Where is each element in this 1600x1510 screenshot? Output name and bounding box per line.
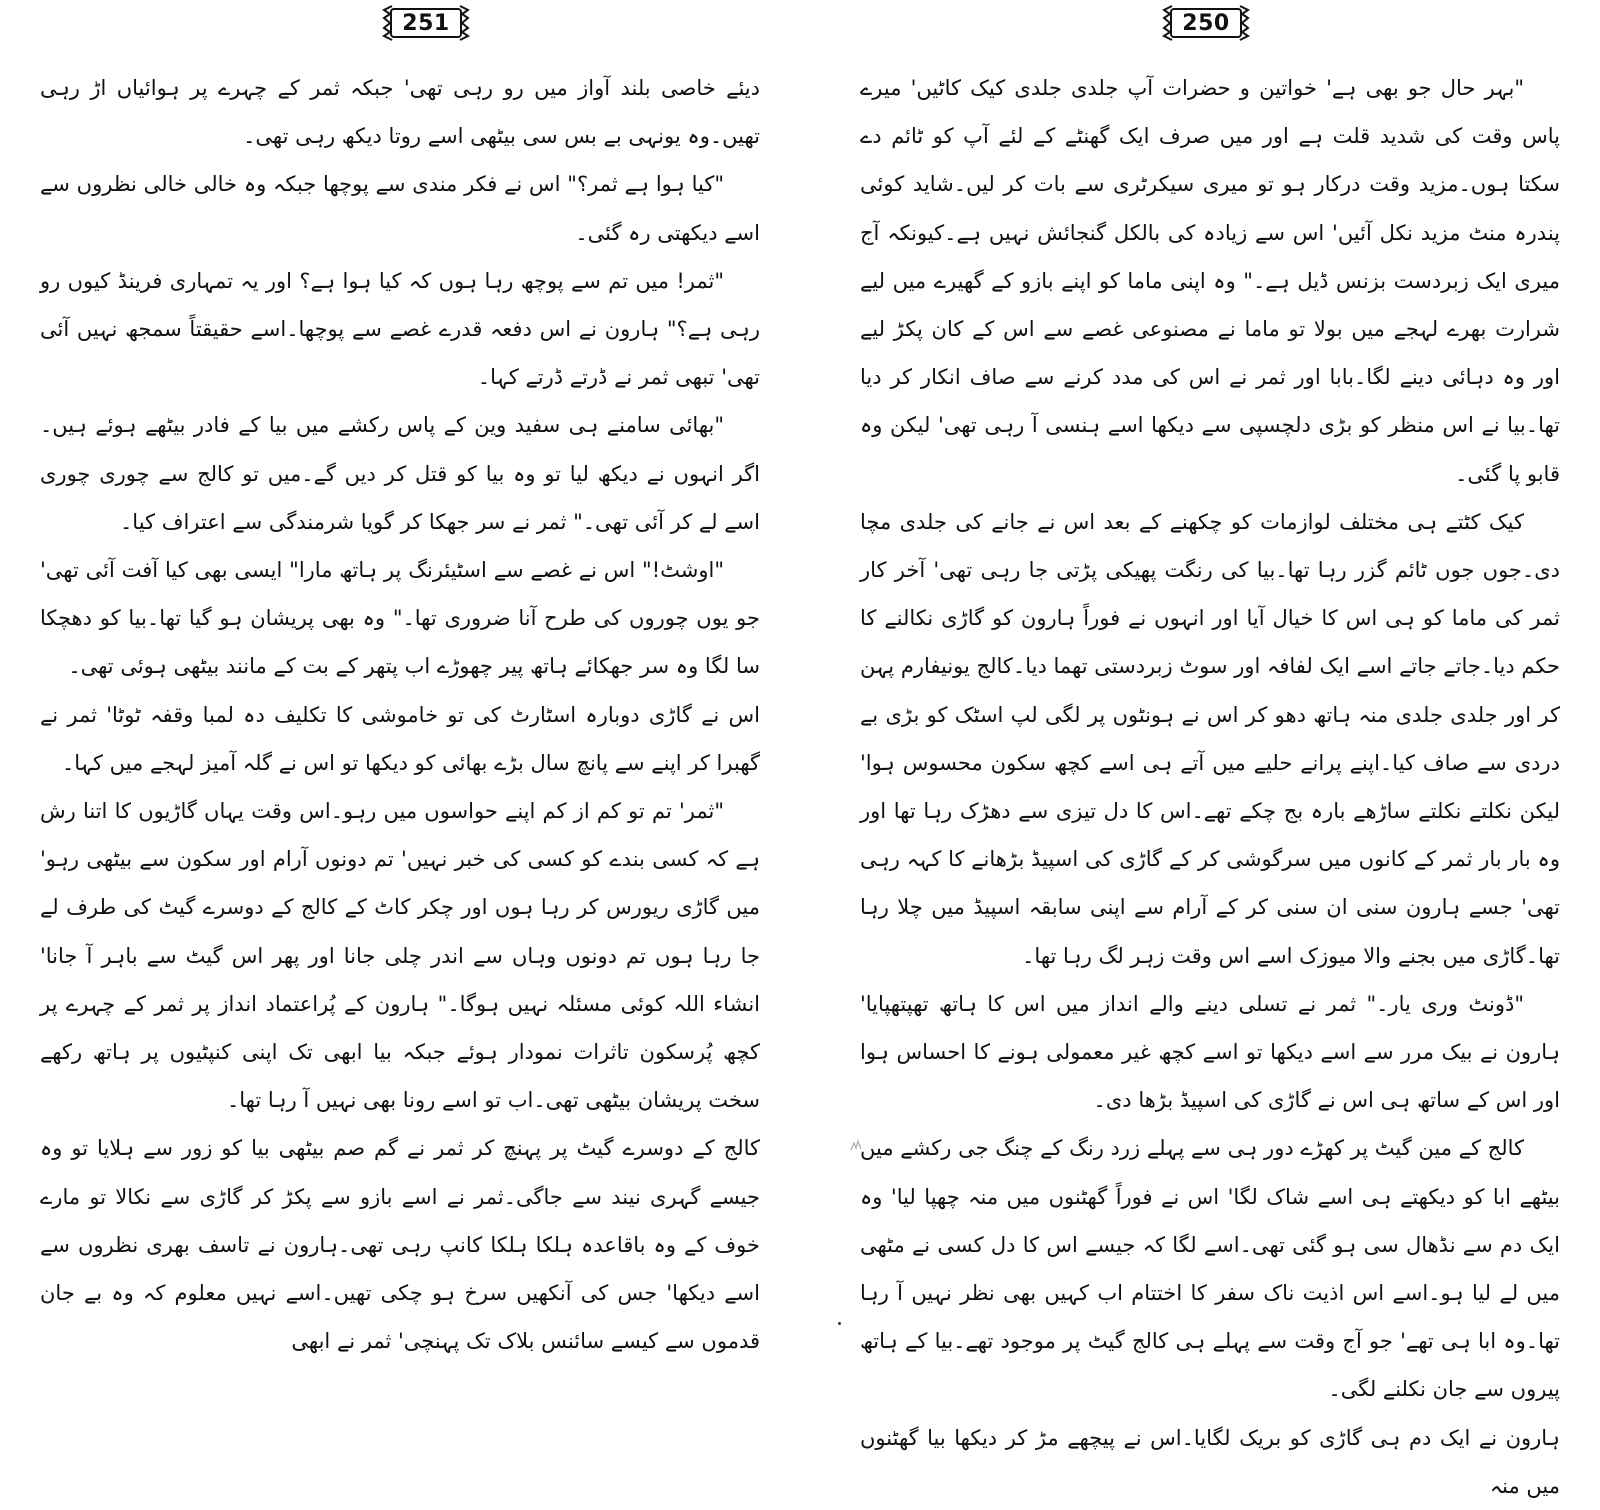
paragraph: کالج کے مین گیٹ پر کھڑے دور ہی سے پہلے زرد رنگ کے چنگ جی رکشے میں بیٹھے ابا کو دیکھتے ہی اسے شاک لگا' اس نے فوراً گھٹنوں میں منہ چھپا لیا' وہ ایک دم سے نڈھال سی ہو گئی تھی۔اسے لگا کہ جیسے اس کا دل کسی نے مٹھی میں لے لیا ہو۔اسے اس اذیت ناک سفر کا اختتام اب کہیں بھی نظر نہیں آ رہا تھا۔وہ ابا ہی تھے' جو آج وقت سے پہلے ہی کالج گیٹ پر موجود تھے۔بیا کے ہاتھ پیروں سے جان نکلنے لگی۔ [860, 1136, 1560, 1402]
badge-ornament-right-icon [1240, 6, 1252, 40]
page-number-badge [380, 4, 472, 42]
page-number: 250 [1182, 10, 1230, 36]
left-page [40, 0, 760, 1354]
paragraph: کیک کٹتے ہی مختلف لوازمات کو چکھنے کے بعد اس نے جانے کی جلدی مچا دی۔جوں جوں ٹائم گزر رہا تھا۔بیا کی رنگت پھیکی پڑتی جا رہی تھی' آخر کار ثمر کی ماما کو ہی اس کا خیال آیا اور انہوں نے فوراً ہارون کو گاڑی نکالنے کا حکم دیا۔جاتے جاتے اسے ایک لفافہ اور سوٹ زبردستی تھما دیا۔کالج یونیفارم پہن کر اور جلدی جلدی منہ ہاتھ دھو کر اس نے ہونٹوں پر لگی لپ اسٹک کو بڑی بے دردی سے صاف کیا۔اپنے پرانے حلیے میں آتے ہی اسے کچھ سکون محسوس ہوا' لیکن نکلتے نکلتے ساڑھے بارہ بج چکے تھے۔اس کا دل تیزی سے دھڑک رہا تھا اور وہ بار بار ثمر کے کانوں میں سرگوشی کر کے گاڑی کی اسپیڈ بڑھانے کا کہہ رہی تھی' جسے ہارون سنی ان سنی کر کے آرام سے اپنی سابقہ اسپیڈ میں چلا رہا تھا۔گاڑی میں بجنے والا میوزک اسے اس وقت زہر لگ رہا تھا۔ [860, 509, 1560, 968]
paragraph: "ثمر' تم تو کم از کم اپنے حواسوں میں رہو۔اس وقت یہاں گاڑیوں کا اتنا رش ہے کہ کسی بندے کو کسی کی خبر نہیں' تم دونوں آرام اور سکون سے بیٹھی رہو' میں گاڑی ریورس کر رہا ہوں اور چکر کاٹ کے کالج کے دوسرے گیٹ کی طرف لے جا رہا ہوں تم دونوں وہاں سے اندر چلی جانا اور پھر اس گیٹ سے باہر آ جانا' انشاء اللہ کوئی مسئلہ نہیں ہوگا۔" ہارون کے پُراعتماد انداز پر ثمر کے چہرے پر کچھ پُرسکون تاثرات نمودار ہوئے جبکہ بیا ابھی تک اپنی کنپٹیوں پر ہاتھ رکھے سخت پریشان بیٹھی تھی۔اب تو اسے رونا بھی نہیں آ رہا تھا۔ [40, 799, 760, 1113]
paragraph: "بھائی سامنے ہی سفید وین کے پاس رکشے میں بیا کے فادر بیٹھے ہوئے ہیں۔اگر انہوں نے دیکھ لیا تو وہ بیا کو قتل کر دیں گے۔میں تو کالج سے چوری چوری اسے لے کر آئی تھی۔" ثمر نے سر جھکا کر گویا شرمندگی سے اعتراف کیا۔ [40, 413, 760, 534]
paragraph: "ثمر! میں تم سے پوچھ رہا ہوں کہ کیا ہوا ہے؟ اور یہ تمہاری فرینڈ کیوں رو رہی ہے؟" ہارون نے اس دفعہ قدرے غصے سے پوچھا۔اسے حقیقتاً سمجھ نہیں آئی تھی' تبھی ثمر نے ڈرتے ڈرتے کہا۔ [40, 268, 760, 390]
paragraph: "ڈونٹ وری یار۔" ثمر نے تسلی دینے والے انداز میں اس کا ہاتھ تھپتھپایا' ہارون نے بیک مرر سے اسے دیکھا تو اسے کچھ غیر معمولی ہونے کا احساس ہوا اور اس کے ساتھ ہی اس نے گاڑی کی اسپیڈ بڑھا دی۔ [860, 991, 1560, 1113]
paragraph: دیئے خاصی بلند آواز میں رو رہی تھی' جبکہ ثمر کے چہرے پر ہوائیاں اڑ رہی تھیں۔وہ یونہی بے بس سی بیٹھی اسے روتا دیکھ رہی تھی۔ [40, 76, 760, 149]
paragraph: "اوشٹ!" اس نے غصے سے اسٹیئرنگ پر ہاتھ مارا" ایسی بھی کیا آفت آئی تھی' جو یوں چوروں کی طرح آنا ضروری تھا۔" وہ بھی پریشان ہو گیا تھا۔بیا کو دھچکا سا لگا وہ سر جھکائے ہاتھ پیر چھوڑے اب پتھر کے بت کے مانند بیٹھی ہوئی تھی۔ [40, 558, 760, 679]
badge-ornament-right-icon [460, 6, 472, 40]
paragraph: "بہر حال جو بھی ہے' خواتین و حضرات آپ جلدی جلدی کیک کاٹیں' میرے پاس وقت کی شدید قلت ہے اور میں صرف ایک گھنٹے کے لئے آپ کو ٹائم دے سکتا ہوں۔مزید وقت درکار ہو تو میری سیکرٹری سے بات کر لیں۔شاید کوئی پندرہ منٹ مزید نکل آئیں' اس سے زیادہ کی بالکل گنجائش نہیں ہے۔کیونکہ آج میری ایک زبردست بزنس ڈیل ہے۔" وہ اپنی ماما کو اپنے بازو کے گھیرے میں لیے شرارت بھرے لہجے میں بولا تو ماما نے مصنوعی غصے سے اس کے کان پکڑ لیے اور وہ دہائی دینے لگا۔بابا اور ثمر نے اس کی مدد کرنے سے صاف انکار کر دیا تھا۔بیا نے اس منظر کو بڑی دلچسپی سے دیکھا اسے ہنسی آ رہی تھی' لیکن وہ قابو پا گئی۔ [860, 76, 1560, 486]
page-number-badge [1160, 4, 1252, 42]
paragraph: ہارون نے ایک دم ہی گاڑی کو بریک لگایا۔اس نے پیچھے مڑ کر دیکھا بیا گھٹنوں میں منہ [860, 1425, 1560, 1498]
page-number: 251 [402, 10, 450, 36]
page-text [40, 64, 760, 1365]
right-page [860, 0, 1560, 1498]
page-text [860, 64, 1560, 1510]
paragraph: اس نے گاڑی دوبارہ اسٹارٹ کی تو خاموشی کا تکلیف دہ لمبا وقفہ ٹوٹا' ثمر نے گھبرا کر اپنے سے پانچ سال بڑے بھائی کو دیکھا تو اس نے گلہ آمیز لہجے میں کہا۔ [40, 702, 760, 775]
print-dot [838, 1322, 841, 1325]
ink-smudge-icon [848, 1138, 864, 1154]
paragraph: کالج کے دوسرے گیٹ پر پہنچ کر ثمر نے گم صم بیٹھی بیا کو زور سے ہلایا تو وہ جیسے گہری نیند سے جاگی۔ثمر نے اسے بازو سے پکڑ کر گاڑی سے نکالا تو مارے خوف کے وہ باقاعدہ ہلکا ہلکا کانپ رہی تھی۔ہارون نے تاسف بھری نظروں سے اسے دیکھا' جس کی آنکھیں سرخ ہو چکی تھیں۔اسے نہیں معلوم کہ وہ بے جان قدموں سے کیسے سائنس بلاک تک پہنچی' ثمر نے ابھی [40, 1136, 760, 1354]
paragraph: "کیا ہوا ہے ثمر؟" اس نے فکر مندی سے پوچھا جبکہ وہ خالی خالی نظروں سے اسے دیکھتی رہ گئی۔ [40, 172, 760, 245]
